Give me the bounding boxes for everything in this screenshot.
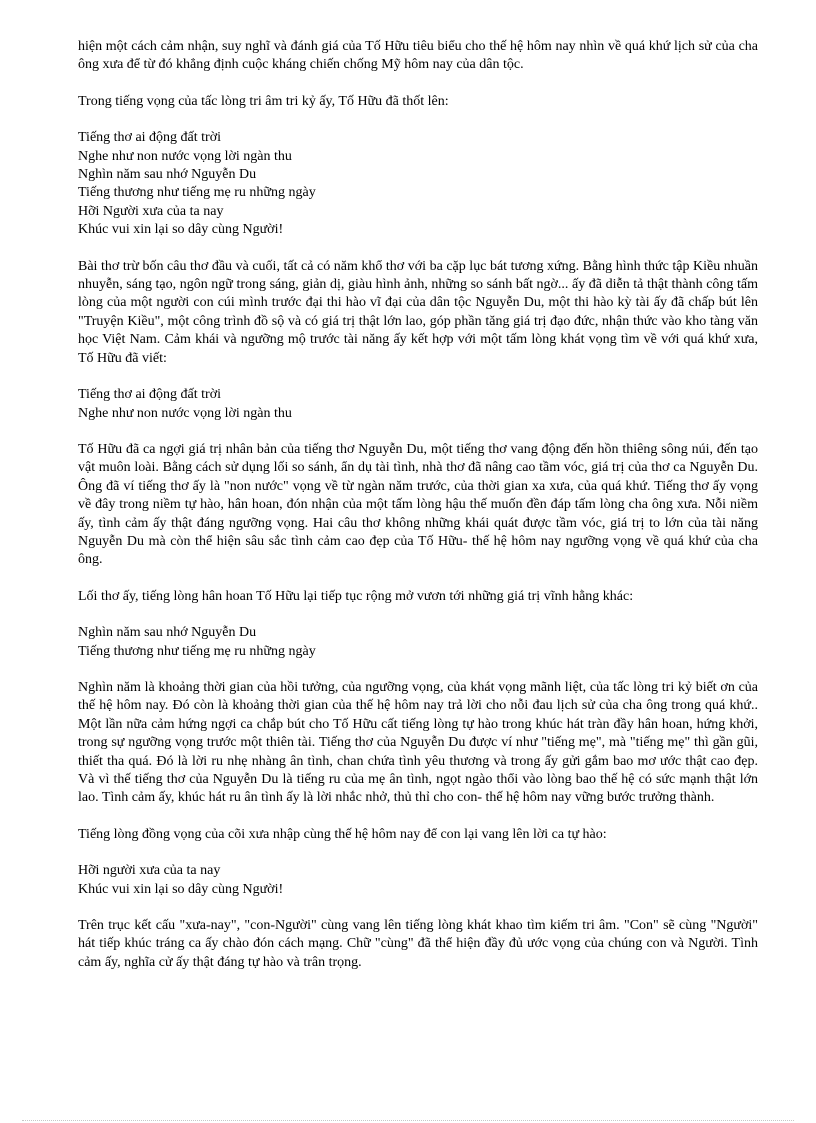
page-bottom-divider	[22, 1120, 794, 1121]
poem-excerpt-full: Tiếng thơ ai động đất trời Nghe như non nước vọng lời ngàn thu Nghìn năm sau nhớ Nguyễn Du Tiếng thương như tiếng mẹ ru những ngày Hỡi Người xưa của ta nay Khúc vui xin lại so dây cùng Người!	[78, 130, 316, 238]
paragraph-transition-1: Lối thơ ấy, tiếng lòng hân hoan Tố Hữu lại tiếp tục rộng mở vươn tới những giá trị vĩnh hằng khác:	[78, 588, 634, 604]
paragraph-analysis-2: Nghìn năm là khoảng thời gian của hồi tưởng, của ngưỡng vọng, của khát vọng mãnh liệt, của tấc lòng tri kỷ biết ơn của thế hệ hôm nay. Đó còn là khoảng thời gian của thế hệ hôm nay trả lời cho nỗi đau lịch sử của cha ông trong quá khứ.. Một lần nữa cảm hứng ngợi ca chắp bút cho Tố Hữu cất tiếng lòng tự hào trong khúc hát tràn đầy hân hoan, hứng khởi, trong sự ngưỡng vọng trước một thiên tài. Tiếng thơ của Nguyễn Du được ví như "tiếng mẹ", mà "tiếng mẹ" thì gần gũi, thiết tha quá. Đó là lời ru nhẹ nhàng ân tình, chan chứa tình yêu thương và trong ấy gửi gắm bao mơ ước thật cao đẹp. Và vì thế tiếng thơ của Nguyễn Du là tiếng ru của mẹ ân tình, ngọt ngào thổi vào lòng bao thế hệ có sức mạnh thật lớn lao. Tình cảm ấy, khúc hát ru ân tình ấy là lời nhắc nhở, thủ thỉ cho con- thế hệ hôm nay vững bước trưởng thành.	[78, 679, 758, 806]
poem-excerpt-1: Tiếng thơ ai động đất trời Nghe như non nước vọng lời ngàn thu	[78, 387, 292, 421]
paragraph-analysis-1: Tố Hữu đã ca ngợi giá trị nhân bản của tiếng thơ Nguyễn Du, một tiếng thơ vang động đến hồn thiêng sông núi, đến tạo vật muôn loài. Bằng cách sử dụng lối so sánh, ẩn dụ tài tình, nhà thơ đã nâng cao tầm vóc, giá trị của thơ ca Nguyễn Du. Ông đã ví tiếng thơ ấy là "non nước" vọng về từ ngàn năm trước, của thời gian xa xưa, của quá khứ. Tiếng thơ ấy vọng về đây trong niềm tự hào, hân hoan, đón nhận của một tấm lòng hậu thế muốn đền đáp tấm lòng cha ông xưa. Nỗi niềm ấy, tình cảm ấy thật đáng ngưỡng vọng. Hai câu thơ không những khái quát được tầm vóc, giá trị to lớn của tài năng Nguyễn Du mà còn thể hiện sâu sắc tình cảm cao đẹp của Tố Hữu- thế hệ hôm nay ngưỡng vọng về quá khứ của cha ông.	[78, 441, 758, 568]
poem-excerpt-3: Hỡi người xưa của ta nay Khúc vui xin lại so dây cùng Người!	[78, 863, 284, 897]
paragraph-intro-continued: hiện một cách cảm nhận, suy nghĩ và đánh giá của Tố Hữu tiêu biểu cho thế hệ hôm nay nhìn về quá khứ lịch sử của cha ông xưa để từ đó khẳng định cuộc kháng chiến chống Mỹ hôm nay của dân tộc.	[78, 39, 758, 73]
paragraph-lead-in: Trong tiếng vọng của tấc lòng tri âm tri kỷ ấy, Tố Hữu đã thốt lên:	[78, 93, 449, 109]
paragraph-conclusion: Trên trục kết cấu "xưa-nay", "con-Người" cùng vang lên tiếng lòng khát khao tìm kiếm tri âm. "Con" sẽ cùng "Người" hát tiếp khúc tráng ca ấy chào đón cách mạng. Chữ "cùng" đã thể hiện đầy đủ ước vọng của chúng con và Người. Tình cảm ấy, nghĩa cử ấy thật đáng tự hào và trân trọng.	[78, 918, 758, 970]
paragraph-analysis-structure: Bài thơ trừ bốn câu thơ đầu và cuối, tất cả có năm khổ thơ với ba cặp lục bát tương xứng. Bằng hình thức tập Kiều nhuần nhuyễn, sáng tạo, ngôn ngữ trong sáng, giản dị, giàu hình ảnh, những so sánh bất ngờ... ấy đã diễn tả thật thành công tấm lòng của một người con cúi mình trước đại thi hào vĩ đại của dân tộc Nguyễn Du, một thi hào kỳ tài ấy đã chấp bút lên "Truyện Kiều", một công trình đồ sộ và có giá trị thật lớn lao, góp phần tăng giá trị đạo đức, nhận thức vào kho tàng văn học Việt Nam. Cảm khái và ngưỡng mộ trước tài năng ấy kết hợp với một tấm lòng khát vọng tìm về với quá khứ xưa, Tố Hữu đã viết:	[78, 258, 758, 366]
paragraph-transition-2: Tiếng lòng đồng vọng của cõi xưa nhập cùng thế hệ hôm nay để con lại vang lên lời ca tự hào:	[78, 826, 607, 842]
poem-excerpt-2: Nghìn năm sau nhớ Nguyễn Du Tiếng thương như tiếng mẹ ru những ngày	[78, 625, 316, 659]
